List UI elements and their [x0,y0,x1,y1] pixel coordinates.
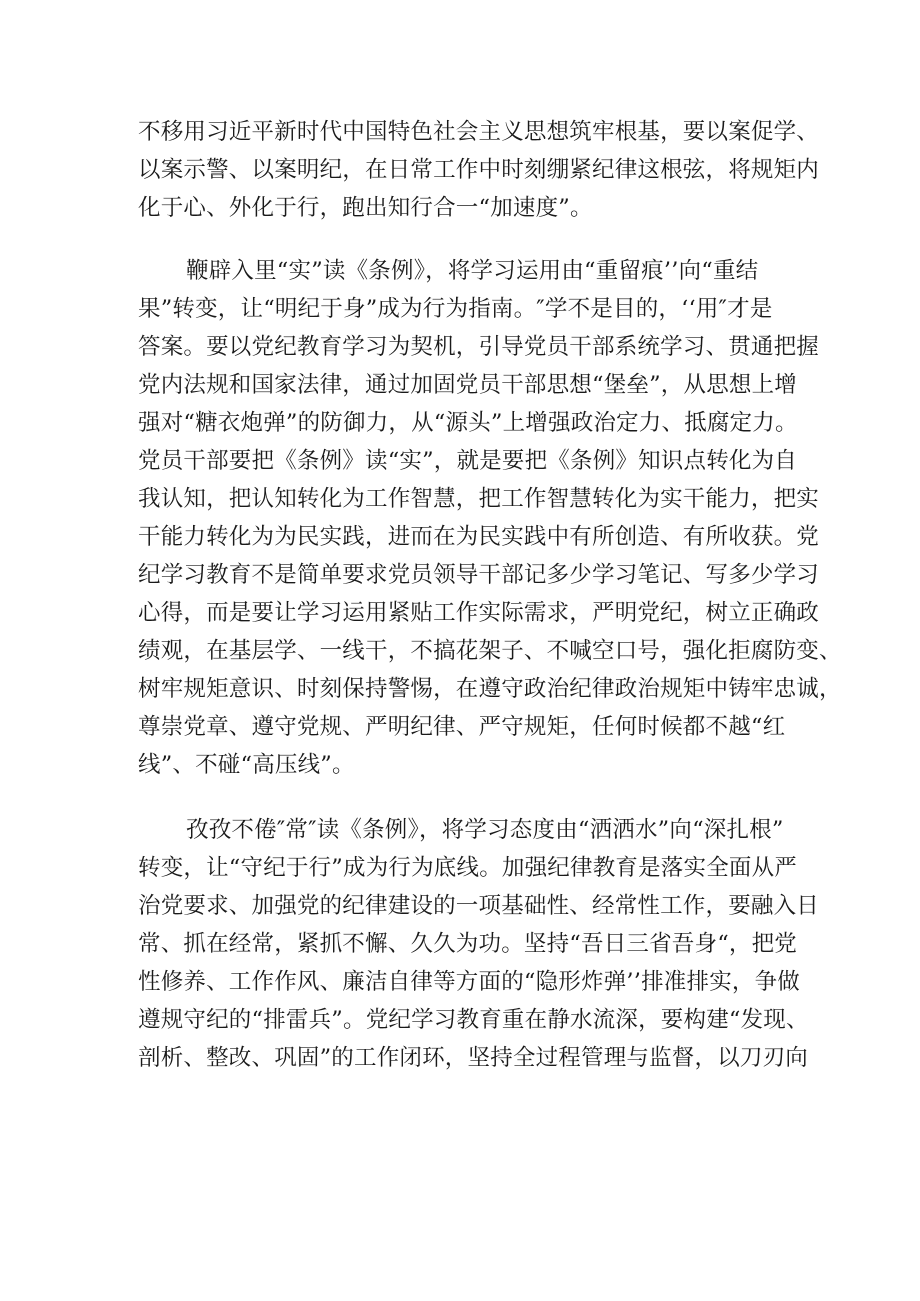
paragraph-3-line-1: 孜孜不倦″常″读《条例》，将学习态度由“洒洒水”向“深扎根” [186,817,784,843]
paragraph-3-line-3: 治党要求、加强党的纪律建设的一项基础性、经常性工作，要融入日 [138,893,820,919]
paragraph-3-line-5: 性修养、工作作风、廉洁自律等方面的“隐形炸弹’’排准排实，争做 [138,969,801,995]
paragraph-2-line-14: 线”、不碰“高压线”。 [138,752,355,778]
paragraph-2-line-10: 心得，而是要让学习运用紧贴工作实际需求，严明党纪，树立正确政 [138,600,820,626]
paragraph-2-line-9: 纪学习教育不是简单要求党员领导干部记多少学习笔记、写多少学习 [138,562,820,588]
paragraph-2-line-8: 干能力转化为为民实践，进而在为民实践中有所创造、有所收获。党 [138,524,820,550]
paragraph-2-line-13: 尊崇党章、遵守党规、严明纪律、严守规矩，任何时候都不越“红 [138,714,786,740]
paragraph-1-line-2: 以案示警、以案明纪，在日常工作中时刻绷紧纪律这根弦，将规矩内 [138,157,820,183]
paragraph-2-line-11: 绩观，在基层学、一线干，不搞花架子、不喊空口号，强化拒腐防变、 [138,638,842,664]
paragraph-1-line-1: 不移用习近平新时代中国特色社会主义思想筑牢根基，要以案促学、 [138,119,820,145]
paragraph-3-line-7: 剖析、整改、巩固”的工作闭环，坚持全过程管理与监督，以刀刃向 [138,1045,809,1071]
paragraph-3-line-2: 转变，让“守纪于行”成为行为底线。加强纪律教育是落实全面从严 [138,855,798,881]
paragraph-2-line-5: 强对“糖衣炮弹”的防御力，从“源头”上增强政治定力、抵腐定力。 [138,410,798,436]
paragraph-3-line-6: 遵规守纪的“排雷兵”。党纪学习教育重在静水流深，要构建“发现、 [138,1007,809,1033]
paragraph-2-line-4: 党内法规和国家法律，通过加固党员干部思想“堡垒”，从思想上增 [138,372,798,398]
paragraph-3-line-4: 常、抓在经常，紧抓不懈、久久为功。坚持“吾日三省吾身“，把党 [138,931,798,957]
paragraph-2-line-12: 树牢规矩意识、时刻保持警惕，在遵守政治纪律政治规矩中铸牢忠诚， [138,676,842,702]
paragraph-1-line-3: 化于心、外化于行，跑出知行合一“加速度”。 [138,195,593,221]
paragraph-2-line-3: 答案。要以党纪教育学习为契机，引导党员干部系统学习、贯通把握 [138,334,820,360]
paragraph-2-line-1: 鞭辟入里“实”读《条例》，将学习运用由“重留痕’’向“重结 [186,258,759,284]
paragraph-2-line-6: 党员干部要把《条例》读“实”，就是要把《条例》知识点转化为自 [138,448,798,474]
paragraph-2-line-7: 我认知，把认知转化为工作智慧，把工作智慧转化为实干能力，把实 [138,486,820,512]
paragraph-2-line-2: 果”转变，让“明纪于身”成为行为指南。″学不是目的，‘‘用″才是 [138,296,773,322]
